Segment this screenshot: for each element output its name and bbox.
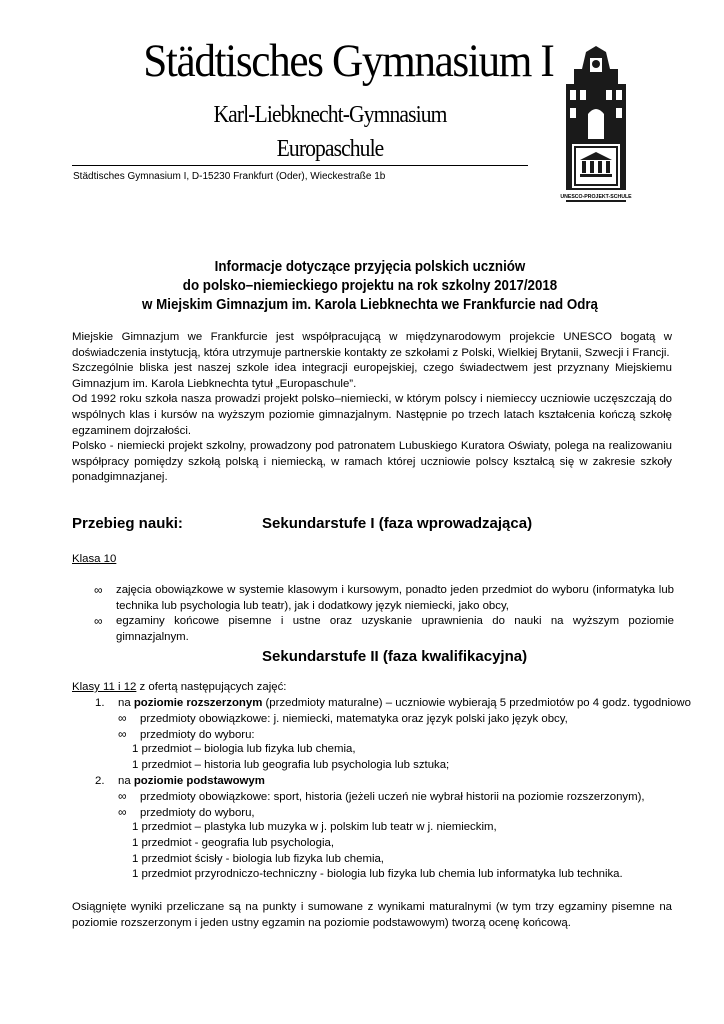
list-item <box>94 614 674 645</box>
intro-paragraph-4: Polsko - niemiecki projekt szkolny, prowadzony pod patronatem Lubuskiego Kuratora Oświaty, polega na realizowaniu współpracy pomiędzy szkołą polską i niemiecką, w ramach której uczniowie polscy kształcą się w zakresie szkoły ponadgimnazjanej. <box>72 440 672 484</box>
bullet-icon: ∞ <box>118 789 127 804</box>
school-subtitle: Karl-Liebknecht-Gymnasium <box>213 102 447 128</box>
school-subtitle-europaschule: Europaschule <box>276 136 384 162</box>
document-heading <box>85 258 655 315</box>
school-name: Städtisches Gymnasium I <box>143 35 554 87</box>
bullet-text: przedmioty do wyboru, <box>140 806 255 819</box>
intro-paragraph-3: Od 1992 roku szkoła nasza prowadzi projekt polsko–niemiecki, w którym polscy i niemieccy uczniowie uczęszczają do wspólnych klas i kursów na wyższym poziomie gimnazjalnym. Następnie po trzech latach kształcenia kończą szkołę egzaminem dojrzałości. <box>72 393 672 437</box>
bullet-icon: ∞ <box>118 711 127 726</box>
heading-line-2: do polsko–niemieckiego projektu na rok szkolny 2017/2018 <box>182 278 558 294</box>
class-10-label: Klasa 10 <box>72 553 117 565</box>
heading-line-3: w Miejskim Gimnazjum im. Karola Liebknechta we Frankfurcie nad Odrą <box>142 297 598 313</box>
list-item <box>72 789 672 805</box>
list-item: 1 przedmiot - geografia lub psychologia, <box>132 836 334 849</box>
item-number: 2. <box>95 774 105 787</box>
bullet-icon: ∞ <box>118 804 127 819</box>
bullet-icon: ∞ <box>94 614 103 629</box>
intro-paragraph-2: Szczególnie bliska jest naszej szkole idea integracji europejskiej, czego świadectwem jest przyznany Miejskiemu Gimnazjum im. Karola Liebknechta tytuł „Europaschule”. <box>72 362 672 390</box>
closing-paragraph: Osiągnięte wyniki przeliczane są na punkty i sumowane z wynikami maturalnymi (w tym trzy egzaminy pisemne na poziomie rozszerzonym i jeden ustny egzamin na poziomie podstawowym) tworzą ocenę końcową. <box>72 901 672 929</box>
class-10-bullets <box>94 583 674 645</box>
bullet-text: egzaminy końcowe pisemne i ustne oraz uzyskanie uprawnienia do nauki na wyższym poziomie gimnazjalnym. <box>116 615 674 643</box>
bullet-text: przedmioty obowiązkowe: j. niemiecki, matematyka oraz język polski jako język obcy, <box>140 713 568 726</box>
list-item <box>94 583 674 614</box>
bullet-icon: ∞ <box>94 583 103 597</box>
section-1-title: Sekundarstufe I (faza wprowadzająca) <box>262 515 533 532</box>
intro-text <box>72 330 672 486</box>
list-item: 1 przedmiot przyrodniczo-techniczny - biologia lub fizyka lub chemia lub informatyka lub technika. <box>132 868 623 881</box>
school-building-logo <box>560 44 632 202</box>
bullet-text: zajęcia obowiązkowe w systemie klasowym i kursowym, ponadto jeden przedmiot do wyboru (informatyka lub technika lub psychologia lub teatr), jak i dodatkowy język niemiecki, jako obcy, <box>116 584 674 612</box>
section-label: Przebieg nauki: <box>72 515 183 532</box>
class-11-12-suffix: z ofertą następujących zajęć: <box>136 681 287 693</box>
bullet-text: przedmioty do wyboru: <box>140 728 255 741</box>
item-text: (przedmioty maturalne) – uczniowie wybierają 5 przedmiotów po 4 godz. tygodniowo <box>262 696 691 709</box>
bullet-text: przedmioty obowiązkowe: sport, historia (jeżeli uczeń nie wybrał historii na poziomie rozszerzonym), <box>140 791 645 804</box>
list-item: 1 przedmiot – historia lub geografia lub psychologia lub sztuka; <box>132 758 450 771</box>
item-text: na <box>118 696 134 709</box>
list-item <box>72 696 691 712</box>
class-11-12-intro <box>72 680 672 696</box>
list-item: 1 przedmiot ścisły - biologia lub fizyka lub chemia, <box>132 852 384 865</box>
section-2-title: Sekundarstufe II (faza kwalifikacyjna) <box>262 648 528 665</box>
school-address: Städtisches Gymnasium I, D-15230 Frankfurt (Oder), Wieckestraße 1b <box>73 171 386 182</box>
bullet-icon: ∞ <box>118 726 127 741</box>
class-11-12-list <box>72 680 691 883</box>
list-item <box>72 774 672 790</box>
list-item <box>72 727 672 743</box>
list-item: 1 przedmiot – plastyka lub muzyka w j. polskim lub teatr w j. niemieckim, <box>132 821 497 834</box>
heading-line-1: Informacje dotyczące przyjęcia polskich uczniów <box>214 259 526 275</box>
header-rule <box>72 165 528 166</box>
class-11-12-label: Klasy 11 i 12 <box>72 681 137 693</box>
list-item <box>72 711 672 727</box>
item-text: na <box>118 774 134 787</box>
item-bold: poziomie rozszerzonym <box>133 696 263 709</box>
logo-caption: UNESCO-PROJEKT-SCHULE <box>560 194 632 200</box>
list-item: 1 przedmiot – biologia lub fizyka lub chemia, <box>132 743 356 756</box>
item-number: 1. <box>95 696 105 709</box>
intro-paragraph-1: Miejskie Gimnazjum we Frankfurcie jest współpracującą w międzynarodowym projekcie UNESCO bogatą w doświadczenia instytucją, która utrzymuje partnerskie kontakty ze szkołami z Polski, Wielkiej Brytanii, Szwecji i Francji. <box>72 331 672 359</box>
item-bold: poziomie podstawowym <box>133 774 265 787</box>
list-item <box>72 805 672 821</box>
